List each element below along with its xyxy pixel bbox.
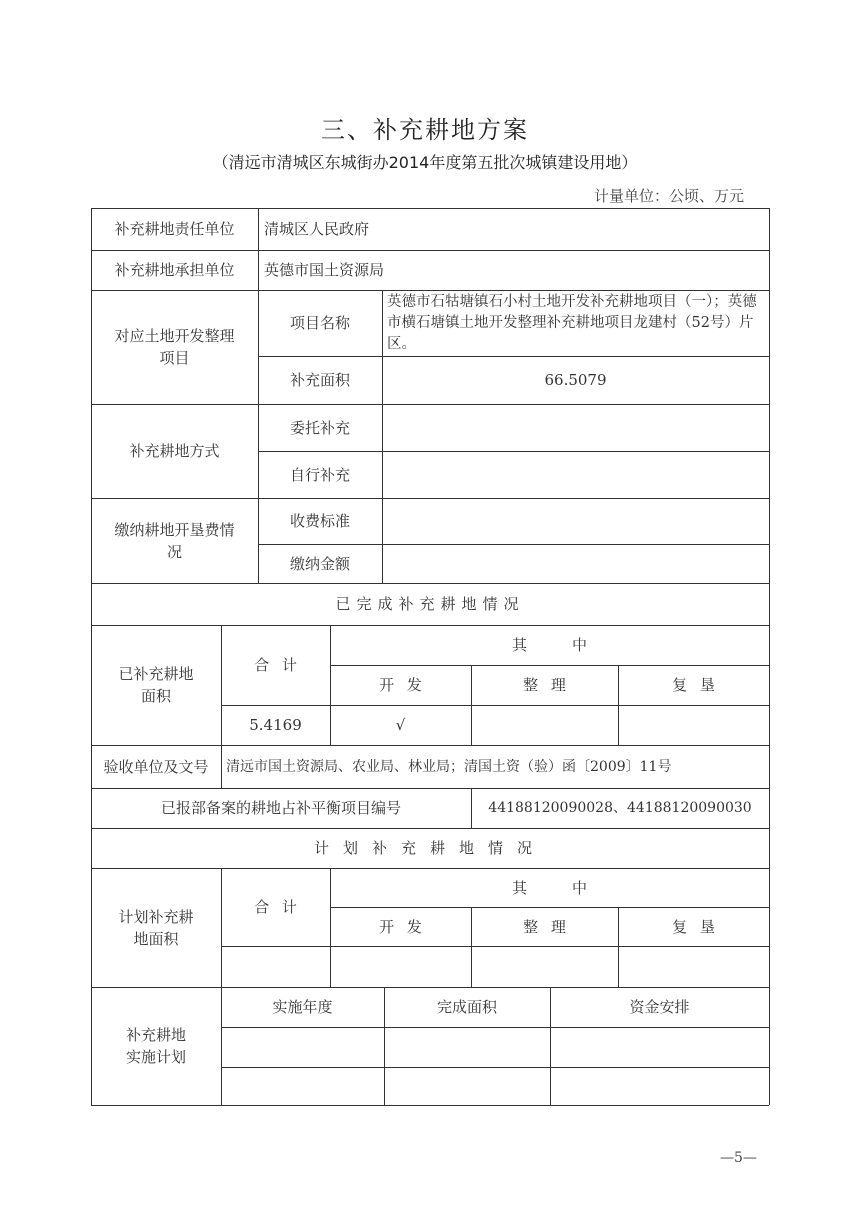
- planned-arrange-label: 整 理: [523, 917, 566, 936]
- fee-amount-label: 缴纳金额: [289, 554, 350, 573]
- method-group-label: 补充耕地方式: [129, 442, 220, 460]
- completed-total-value: 5.4169: [249, 716, 302, 734]
- measurement-unit: 计量单位：公顷、万元: [593, 187, 744, 205]
- page-number: —5—: [720, 1150, 757, 1166]
- table-border: [91, 208, 92, 1105]
- undertaker-value: 英德市国土资源局: [264, 261, 385, 279]
- table-line: [221, 1027, 769, 1028]
- impl-group-label: 补充耕地实施计划: [125, 1026, 186, 1066]
- fee-group-label: 缴纳耕地开垦费情况: [114, 520, 235, 561]
- completed-arrange-label: 整 理: [523, 676, 566, 694]
- table-line: [221, 946, 769, 947]
- method-entrust-label: 委托补充: [289, 418, 350, 437]
- project-name-label: 项目名称: [289, 314, 350, 332]
- completed-among-label: 其 中: [511, 636, 587, 654]
- responsible-label: 补充耕地责任单位: [114, 220, 235, 238]
- completed-total-label: 合 计: [254, 656, 297, 674]
- planned-develop-label: 开 发: [379, 917, 422, 936]
- completed-header: 已完成补充耕地情况: [335, 595, 525, 613]
- planned-among-label: 其 中: [511, 878, 587, 897]
- fee-standard-label: 收费标准: [289, 512, 350, 530]
- planned-total-label: 合 计: [254, 898, 297, 916]
- record-value: 44188120090028、44188120090030: [488, 800, 752, 816]
- completed-develop-value: √: [395, 716, 406, 734]
- page-title: 三、补充耕地方案: [321, 116, 529, 144]
- acceptance-value: 清远市国土资源局、农业局、林业局；清国土资（验）函〔2009〕11号: [226, 758, 672, 775]
- project-group-label: 对应土地开发整理项目: [114, 327, 235, 367]
- impl-funds-label: 资金安排: [629, 998, 690, 1016]
- planned-header: 计划补充耕地情况: [313, 839, 546, 857]
- completed-group-label: 已补充耕地面积: [118, 665, 194, 705]
- undertaker-label: 补充耕地承担单位: [114, 261, 235, 279]
- area-value: 66.5079: [544, 371, 607, 389]
- method-self-label: 自行补充: [289, 465, 350, 484]
- table-border: [91, 1105, 769, 1106]
- project-name-value: 英德市石牯塘镇石小村土地开发补充耕地项目（一）；英德市横石塘镇土地开发整理补充耕地项目龙建村（52号）片区。: [387, 293, 757, 352]
- responsible-value: 清城区人民政府: [264, 220, 370, 238]
- planned-group-label: 计划补充耕地面积: [118, 907, 194, 948]
- table-line: [221, 1067, 769, 1068]
- completed-develop-label: 开 发: [379, 676, 422, 694]
- area-label: 补充面积: [289, 371, 350, 389]
- record-label: 已报部备案的耕地占补平衡项目编号: [160, 799, 401, 817]
- page-subtitle: （清远市清城区东城街办2014年度第五批次城镇建设用地）: [212, 153, 638, 172]
- acceptance-label: 验收单位及文号: [103, 757, 209, 776]
- table-border: [769, 208, 770, 1105]
- planned-reclaim-label: 复 垦: [672, 917, 715, 936]
- impl-area-label: 完成面积: [436, 998, 497, 1016]
- completed-reclaim-label: 复 垦: [672, 676, 715, 694]
- impl-year-label: 实施年度: [272, 998, 333, 1016]
